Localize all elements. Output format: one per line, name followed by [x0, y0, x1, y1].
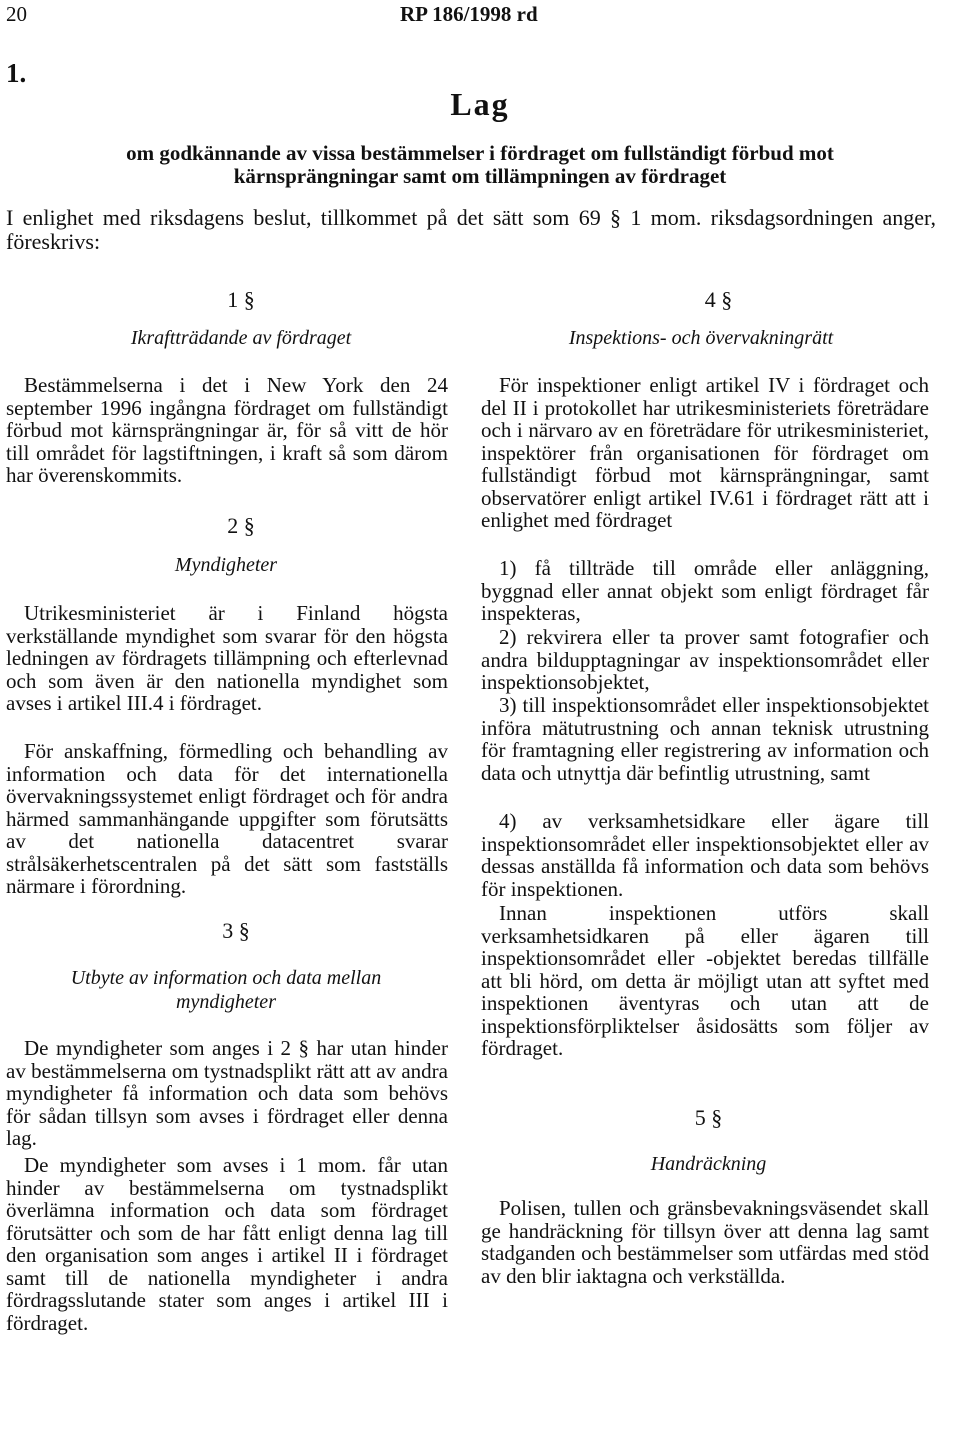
section-5-paragraph: Polisen, tullen och gränsbevakningsväsendet skall ge handräckning för tillsyn över att denna lag samt stadganden och bestämmelser som utfärdas med stöd av den blir iaktagna och verkställda.: [481, 1196, 929, 1288]
section-4-heading: Inspektions- och övervakningrätt: [568, 327, 834, 349]
section-4-item-2: 2) rekvirera eller ta prover samt fotografier och andra bildupptagningar av inspektionsområdet eller inspektionsobjektet,: [481, 625, 929, 694]
section-5-number: 5 §: [694, 1105, 723, 1130]
section-4-paragraph-2: Innan inspektionen utförs skall verksamhetsidkaren på eller ägaren till inspektionsområdet eller -objektet beredas tillfälle att bli hörd, om detta är möjligt utan att syftet med inspektionen äventyras och utan att de inspektionsförpliktelser åsidosätts som följer av fördraget.: [481, 901, 929, 1060]
section-3-paragraph-1: De myndigheter som anges i 2 § har utan hinder av bestämmelserna om tystnadsplikt rätt att av andra myndigheter få information och data som behövs för sådan tillsyn som avses i fördraget eller denna lag.: [6, 1036, 448, 1150]
section-4-paragraph-1: För inspektioner enligt artikel IV i fördraget och del II i protokollet har utrikesministeriets företrädare och i närvaro av en företrädare för utrikesministeriet, inspektörer från organisationen för fördraget om fullständigt förbud mot kärnsprängningar, samt observatörer enligt artikel IV.61 i fördraget rätt att i enlighet med fördraget: [481, 373, 929, 532]
section-2-paragraph-1: Utrikesministeriet är i Finland högsta verkställande myndighet som svarar för den högsta ledningen av fördragets tillämpning och efterlevnad och som även är den nationella myndighet som avses i artikel III.4 i fördraget.: [6, 601, 448, 715]
section-3-paragraph-2: De myndigheter som avses i 1 mom. får utan hinder av bestämmelserna om tystnadsplikt överlämna information och data som fördraget förutsätter och som de har fått enligt denna lag till den organisation som anges i artikel II i fördraget samt till de nationella myndigheter i andra fördragsslutande stater som anges i artikel III i fördraget.: [6, 1153, 448, 1335]
section-3-heading: Utbyte av information och data mellan myndigheter: [70, 967, 382, 1013]
section-2-heading: Myndigheter: [174, 554, 278, 576]
section-4-item-4: 4) av verksamhetsidkare eller ägare till inspektionsområdet eller inspektionsobjektet eller av dessas anställda få information och data som behövs för inspektionen.: [481, 809, 929, 901]
running-title: RP 186/1998 rd: [400, 2, 538, 26]
law-number: 1.: [6, 58, 27, 88]
section-3-number: 3 §: [222, 918, 250, 943]
law-intro: I enlighet med riksdagens beslut, tillkommet på det sätt som 69 § 1 mom. riksdagsordningen anger, föreskrivs:: [6, 205, 936, 254]
section-5-heading: Handräckning: [650, 1153, 767, 1175]
section-4-item-1: 1) få tillträde till område eller anläggning, byggnad eller annat objekt som enligt fördraget får inspekteras,: [481, 556, 929, 625]
law-subtitle: om godkännande av vissa bestämmelser i fördraget om fullständigt förbud mot kärnsprängningar samt om tillämpningen av fördraget: [126, 141, 834, 188]
section-2-number: 2 §: [227, 513, 255, 538]
section-1-paragraph: Bestämmelserna i det i New York den 24 september 1996 ingångna fördraget om fullständigt förbud mot kärnsprängningar är, för så vitt de hör till området för lagstiftningen, i kraft så som därom har överenskommits.: [6, 373, 448, 487]
section-4-number: 4 §: [704, 287, 733, 312]
section-1-number: 1 §: [227, 287, 255, 312]
law-title: Lag: [450, 86, 510, 122]
section-1-heading: Ikraftträdande av fördraget: [130, 327, 352, 349]
page-number: 20: [6, 2, 27, 26]
section-4-item-3: 3) till inspektionsområdet eller inspektionsobjektet införa mätutrustning och annan teknisk utrustning för framtagning eller registrering av information och data och utnyttja där befintlig utrustning, samt: [481, 693, 929, 785]
section-2-paragraph-2: För anskaffning, förmedling och behandling av information och data för det internationella övervakningssystemet enligt fördraget och för andra härmed sammanhängande uppgifter som förutsätts av det nationella datacentret svarar strålsäkerhetscentralen på det sätt som fastställs närmare i förordning.: [6, 739, 448, 898]
